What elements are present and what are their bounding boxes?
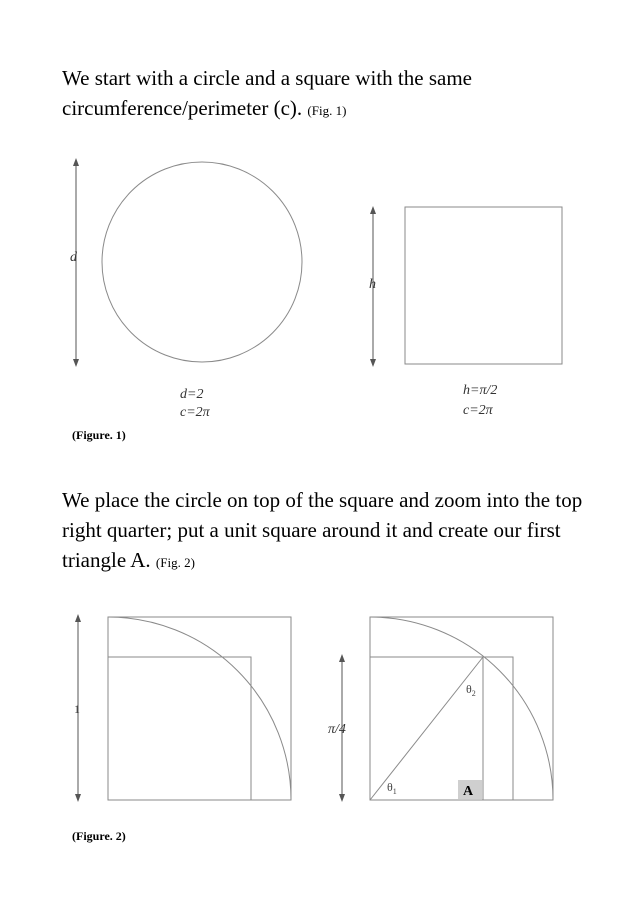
unit-label: 1 <box>74 702 80 716</box>
paragraph-2-figure-ref: (Fig. 2) <box>155 555 195 570</box>
theta-1-label: $\theta_1$ <box>387 780 397 796</box>
figure-2 <box>0 605 638 845</box>
quarter-arc-right <box>370 617 553 800</box>
triangle-a-label: A <box>463 784 474 799</box>
paragraph-2-text: We place the circle on top of the square and zoom into the top right quarter; put a unit square around it and create our first triangle A. <box>62 488 583 572</box>
paragraph-1 <box>62 63 602 126</box>
circle-formula-d: d=2 <box>180 387 204 402</box>
quarter-arc-left <box>108 617 291 800</box>
diameter-label: d <box>70 250 77 265</box>
unit-square-left <box>108 617 291 800</box>
inner-square-right <box>370 657 513 800</box>
inner-square-left <box>108 657 251 800</box>
figure-1 <box>0 150 638 450</box>
paragraph-2 <box>62 485 602 578</box>
hypotenuse-line <box>370 657 483 800</box>
height-label: h <box>369 277 376 292</box>
circle-formula-c: c=2π <box>180 405 210 420</box>
figure-1-caption: (Figure. 1) <box>72 428 126 442</box>
square-formula-c: c=2π <box>463 403 493 418</box>
paragraph-1-text: We start with a circle and a square with the same circumference/perimeter (c). <box>62 66 472 120</box>
square-formula-h: h=π/2 <box>463 383 498 398</box>
pi-quarter-label: π/4 <box>328 722 346 737</box>
figure-2-caption: (Figure. 2) <box>72 829 126 843</box>
unit-square-right <box>370 617 553 800</box>
circle-shape <box>102 162 302 362</box>
paragraph-1-figure-ref: (Fig. 1) <box>307 103 347 118</box>
theta-2-label: $\theta_2$ <box>466 682 476 698</box>
square-shape <box>405 207 562 364</box>
